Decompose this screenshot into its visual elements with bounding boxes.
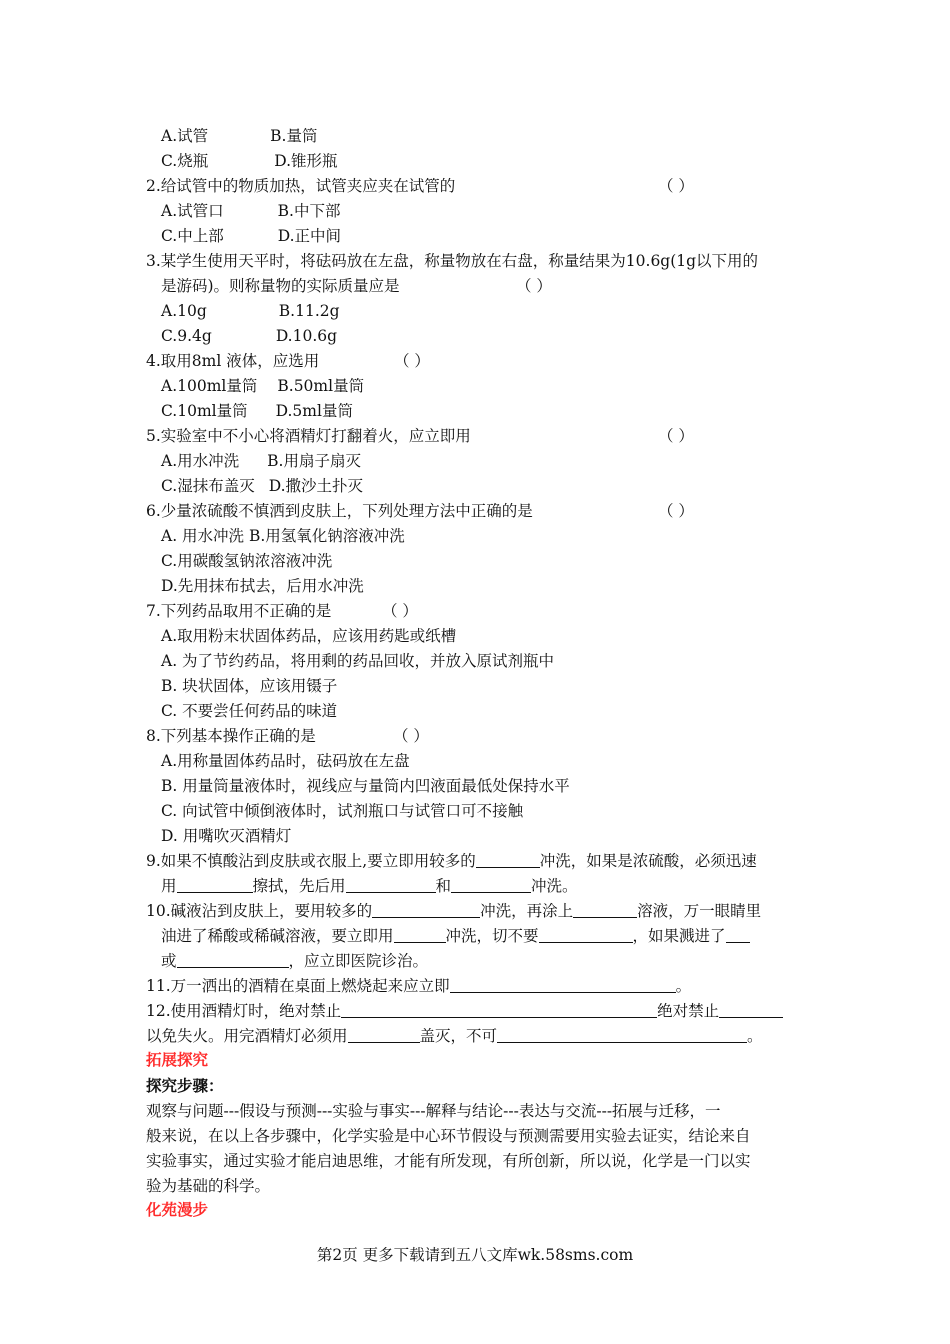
q12-blank-3[interactable] — [348, 1028, 420, 1043]
q9-blank-1[interactable] — [476, 853, 540, 868]
q6-answer-bracket: （ ） — [658, 502, 694, 520]
section-heading-chemistry-walk: 化苑漫步 — [146, 1200, 209, 1219]
q10-blank-2[interactable] — [573, 903, 637, 918]
q1-option-b: B.量筒 — [270, 127, 318, 145]
q8-stem: 8.下列基本操作正确的是 — [146, 727, 316, 745]
q12-text-c: 以免失火。用完酒精灯必须用 — [146, 1027, 348, 1045]
q3-stem-line2: 是游码)。则称量物的实际质量应是 — [161, 277, 400, 295]
q5-options-row1 — [161, 451, 361, 471]
q3-options-row2 — [161, 326, 337, 346]
q8-option-c: C. 向试管中倾倒液体时，试剂瓶口与试管口可不接触 — [161, 802, 524, 820]
q3-option-d: D.10.6g — [275, 327, 338, 345]
q1-options-row2 — [161, 151, 338, 171]
page-footer: 第2页 更多下载请到五八文库wk.58sms.com — [316, 1246, 634, 1264]
q12-blank-4[interactable] — [497, 1028, 747, 1043]
q10-text-b: 冲洗，再涂上 — [480, 902, 574, 920]
q12-text-e: 。 — [747, 1027, 763, 1045]
q9-line1 — [146, 851, 757, 871]
q5-option-b: B.用扇子扇灭 — [267, 452, 361, 470]
q12-blank-1[interactable] — [341, 1003, 657, 1018]
q11-text-b: 。 — [675, 977, 692, 995]
q10-line1 — [146, 901, 761, 921]
q9-blank-4[interactable] — [451, 878, 531, 893]
q1-option-a: A.试管 — [161, 127, 209, 145]
q4-option-a: A.100ml量筒 — [161, 377, 258, 395]
q10-blank-4[interactable] — [539, 928, 633, 943]
q3-options-row1 — [161, 301, 340, 321]
q6-options-ab: A. 用水冲洗 B.用氢氧化钠溶液冲洗 — [161, 527, 405, 545]
q7-option-1: A.取用粉末状固体药品，应该用药匙或纸槽 — [161, 627, 457, 645]
q6-stem: 6.少量浓硫酸不慎洒到皮肤上，下列处理方法中正确的是 — [146, 502, 533, 520]
q1-option-d: D.锥形瓶 — [274, 152, 338, 170]
q8-option-b: B. 用量筒量液体时，视线应与量筒内凹液面最低处保持水平 — [161, 777, 570, 795]
q2-stem: 2.给试管中的物质加热，试管夹应夹在试管的 — [146, 177, 456, 195]
q9-text-f: 冲洗。 — [531, 877, 578, 895]
q6-option-c: C.用碳酸氢钠浓溶液冲洗 — [161, 552, 333, 570]
q10-text-h: ，应立即医院诊治。 — [288, 952, 429, 970]
q9-line2 — [161, 876, 578, 896]
q8-option-d: D. 用嘴吹灭酒精灯 — [161, 827, 292, 845]
q10-blank-5[interactable] — [726, 928, 750, 943]
q10-line2 — [161, 926, 750, 946]
q2-option-a: A.试管口 — [161, 202, 224, 220]
q2-options-row2 — [161, 226, 341, 246]
q2-option-b: B.中下部 — [277, 202, 341, 220]
q4-stem: 4.取用8ml 液体，应选用 — [146, 352, 320, 370]
q7-answer-bracket: （ ） — [382, 602, 418, 620]
q10-text-e: 冲洗，切不要 — [445, 927, 539, 945]
q1-options-row1 — [161, 126, 317, 146]
q9-text-d: 擦拭，先后用 — [252, 877, 346, 895]
paragraph-line-1: 观察与问题---假设与预测---实验与事实---解释与结论---表达与交流---拓展与迁移，一 — [146, 1102, 721, 1120]
q9-blank-2[interactable] — [177, 878, 253, 893]
q9-text-c: 用 — [161, 877, 177, 895]
q10-text-f: ，如果溅进了 — [632, 927, 726, 945]
q12-line1 — [146, 1001, 783, 1021]
q2-option-c: C.中上部 — [161, 227, 224, 245]
q5-option-c: C.湿抹布盖灭 — [161, 477, 255, 495]
q3-answer-bracket: （ ） — [516, 277, 552, 295]
q10-text-d: 油进了稀酸或稀碱溶液，要立即用 — [161, 927, 394, 945]
q9-text-a: 9.如果不慎酸沾到皮肤或衣服上,要立即用较多的 — [146, 852, 476, 870]
q2-option-d: D.正中间 — [277, 227, 342, 245]
q5-option-a: A.用水冲洗 — [161, 452, 240, 470]
q4-answer-bracket: （ ） — [394, 352, 430, 370]
q7-option-2: A. 为了节约药品，将用剩的药品回收，并放入原试剂瓶中 — [161, 652, 555, 670]
q10-text-c: 溶液，万一眼睛里 — [637, 902, 762, 920]
q9-blank-3[interactable] — [346, 878, 436, 893]
q1-option-c: C.烧瓶 — [161, 152, 209, 170]
q11-text-a: 11.万一洒出的酒精在桌面上燃烧起来应立即 — [146, 977, 450, 995]
q3-stem-line1: 3.某学生使用天平时，将砝码放在左盘，称量物放在右盘，称量结果为10.6g(1g以下用的 — [146, 252, 759, 270]
q3-option-a: A.10g — [161, 302, 207, 320]
q12-blank-2[interactable] — [719, 1003, 783, 1018]
q11-blank-1[interactable] — [450, 978, 676, 993]
q10-blank-1[interactable] — [372, 903, 480, 918]
q12-text-b: 绝对禁止 — [657, 1002, 720, 1020]
q4-options-row2 — [161, 401, 353, 421]
paragraph-line-3: 实验事实，通过实验才能启迪思维，才能有所发现，有所创新，所以说，化学是一门以实 — [146, 1152, 751, 1170]
q10-text-a: 10.碱液沾到皮肤上，要用较多的 — [146, 902, 373, 920]
section-heading-extension: 拓展探究 — [146, 1050, 209, 1069]
q7-stem: 7.下列药品取用不正确的是 — [146, 602, 332, 620]
q3-option-b: B.11.2g — [278, 302, 340, 320]
q10-blank-3[interactable] — [394, 928, 446, 943]
q7-option-4: C. 不要尝任何药品的味道 — [161, 702, 338, 720]
q9-text-b: 冲洗，如果是浓硫酸，必须迅速 — [539, 852, 757, 870]
q11-line — [146, 976, 691, 996]
q6-option-d: D.先用抹布拭去，后用水冲洗 — [161, 577, 364, 595]
q8-answer-bracket: （ ） — [393, 727, 429, 745]
q2-options-row1 — [161, 201, 340, 221]
q5-options-row2 — [161, 476, 363, 496]
q5-stem: 5.实验室中不小心将酒精灯打翻着火，应立即用 — [146, 427, 471, 445]
q4-option-c: C.10ml量筒 — [161, 402, 248, 420]
q9-text-e: 和 — [435, 877, 452, 895]
q4-option-d: D.5ml量筒 — [275, 402, 353, 420]
q5-option-d: D.撒沙土扑灭 — [268, 477, 364, 495]
q3-option-c: C.9.4g — [161, 327, 212, 345]
q7-option-3: B. 块状固体，应该用镊子 — [161, 677, 338, 695]
q5-answer-bracket: （ ） — [658, 427, 694, 445]
q12-line2 — [146, 1026, 763, 1046]
q4-options-row1 — [161, 376, 364, 396]
q10-line3 — [161, 951, 428, 971]
q2-answer-bracket: （ ） — [658, 177, 694, 195]
q10-text-g: 或 — [161, 952, 177, 970]
paragraph-line-2: 般来说，在以上各步骤中，化学实验是中心环节假设与预测需要用实验去证实，结论来自 — [146, 1127, 751, 1145]
paragraph-line-4: 验为基础的科学。 — [146, 1177, 271, 1195]
q4-option-b: B.50ml量筒 — [277, 377, 365, 395]
q10-blank-6[interactable] — [177, 953, 289, 968]
q12-text-a: 12.使用酒精灯时，绝对禁止 — [146, 1002, 342, 1020]
q12-text-d: 盖灭，不可 — [419, 1027, 498, 1045]
steps-title: 探究步骤： — [146, 1076, 224, 1095]
q8-option-a: A.用称量固体药品时，砝码放在左盘 — [161, 752, 410, 770]
